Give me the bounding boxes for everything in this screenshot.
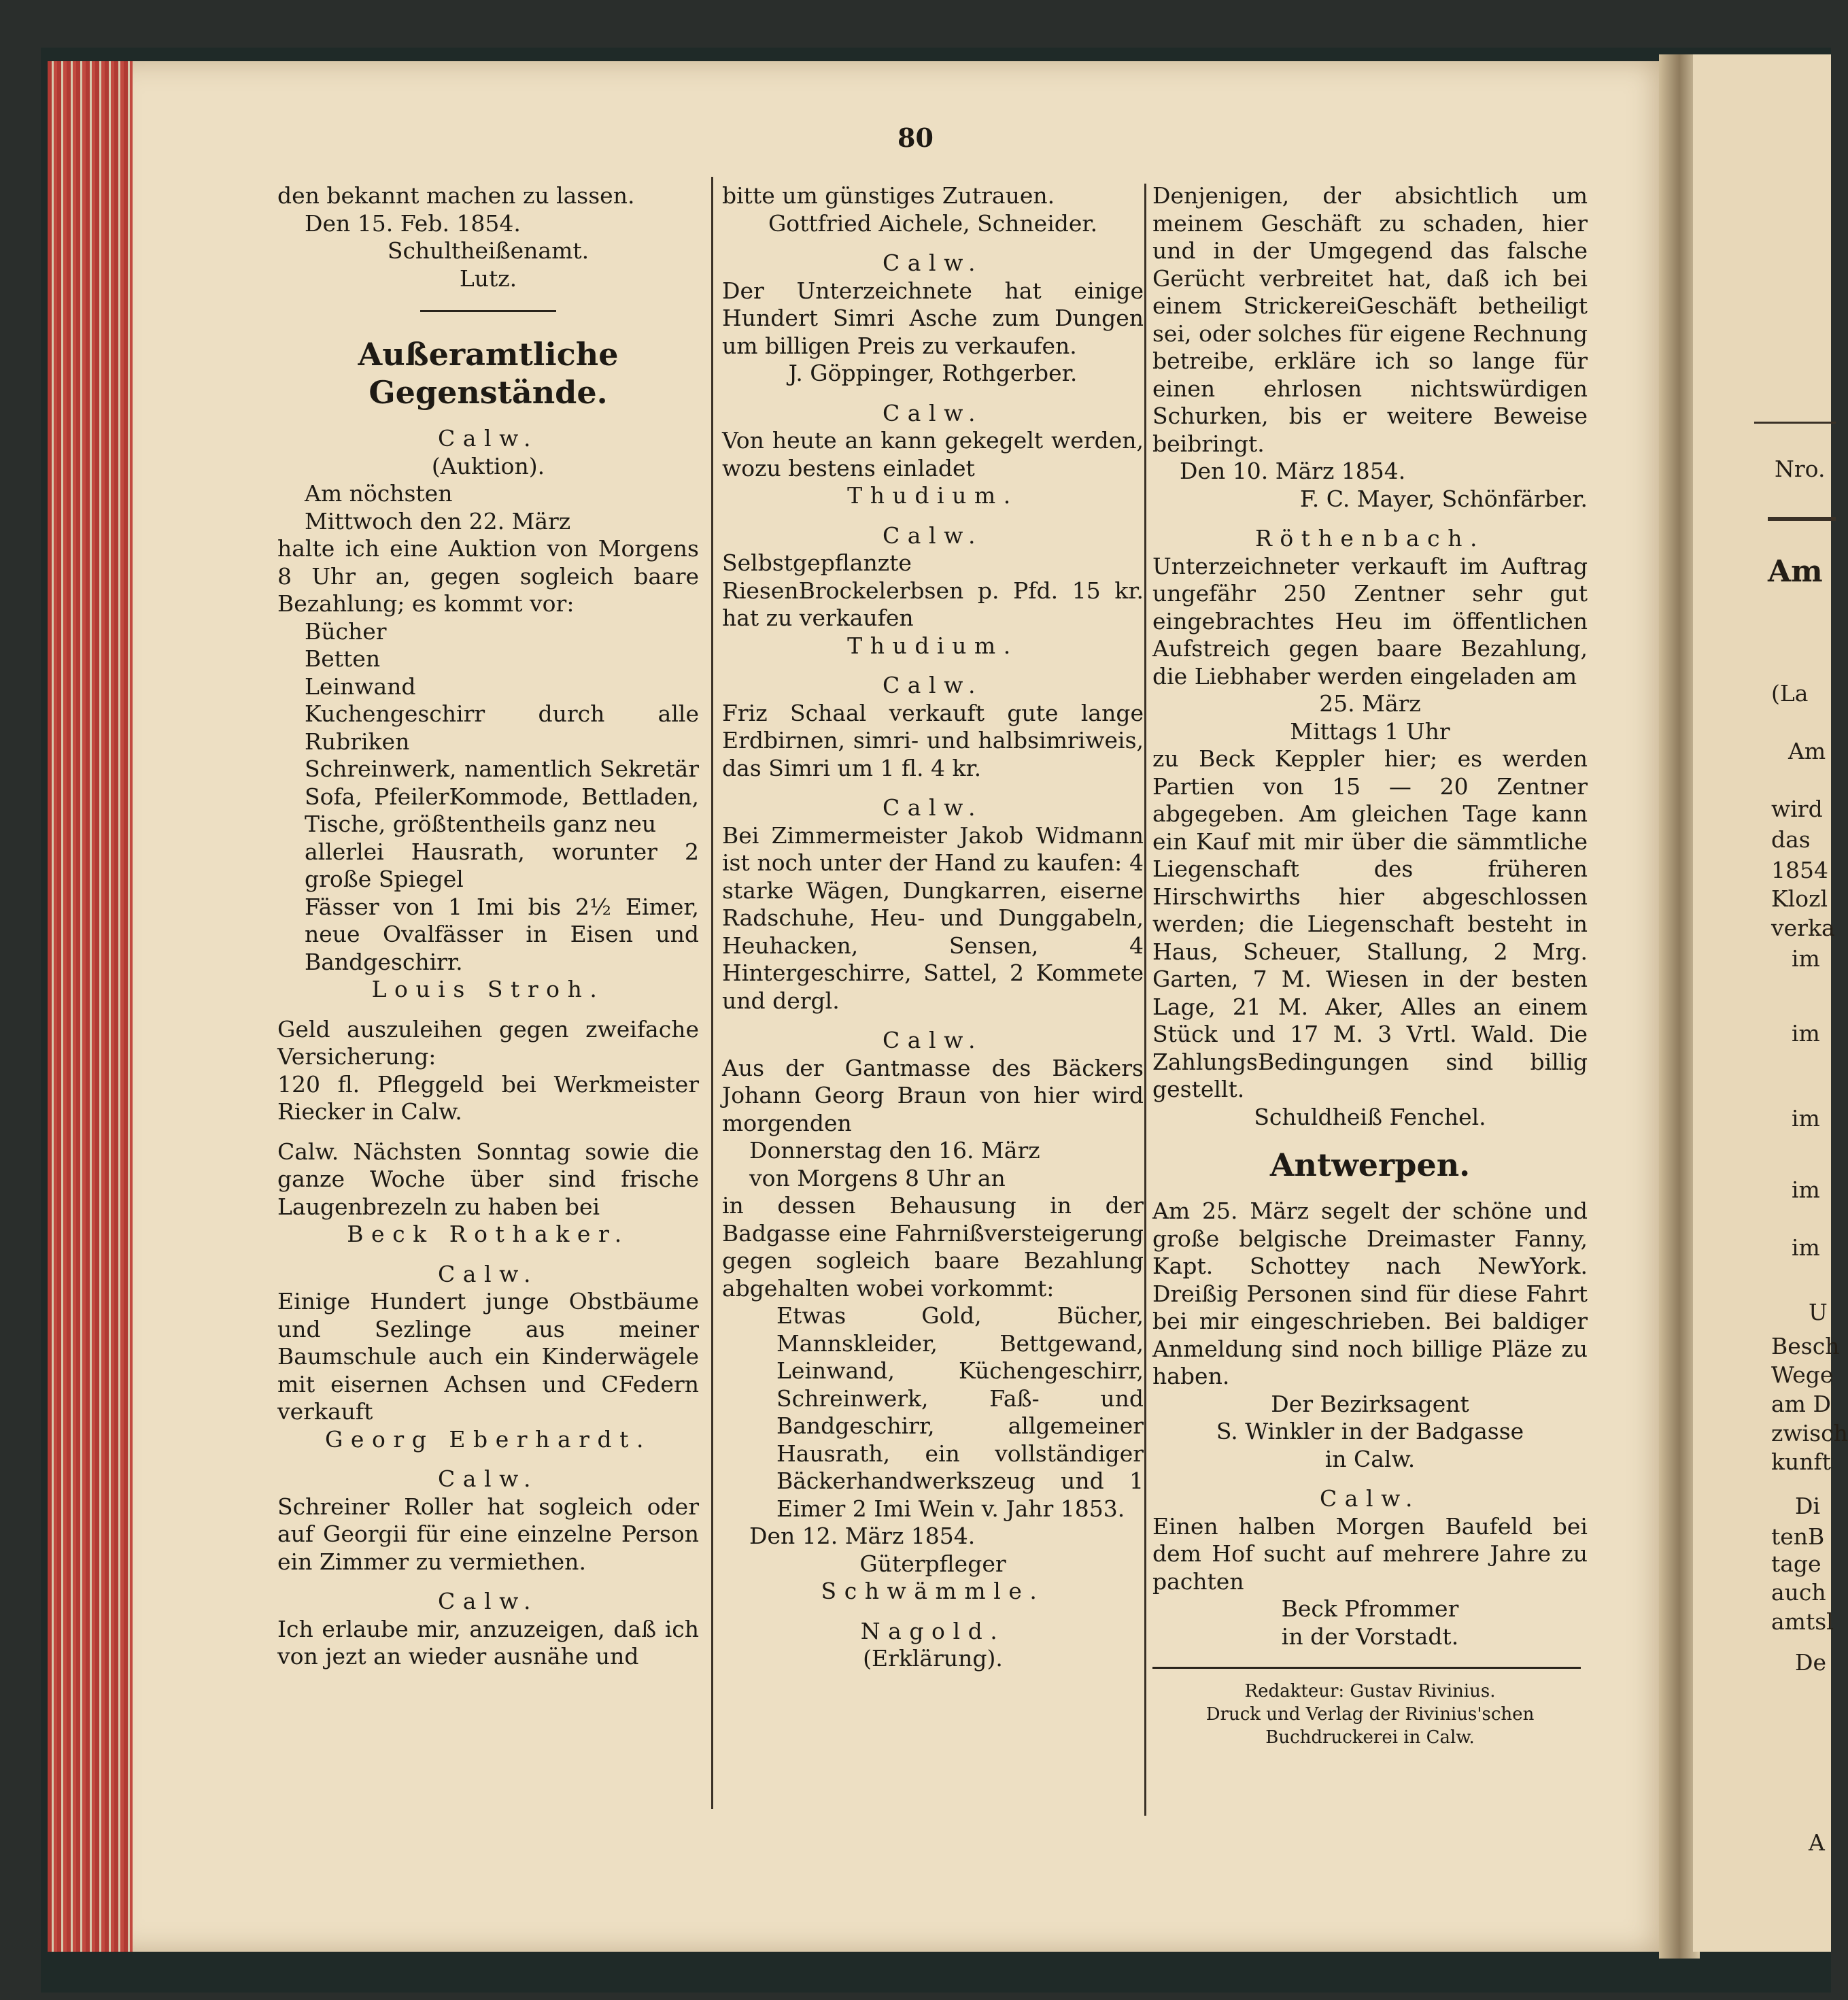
place-heading: Calw. [882,250,984,276]
signature: J. Göppinger, Rothgerber. [788,360,1078,386]
paragraph: Unterzeichneter verkauft im Auftrag ungefähr 250 Zentner sehr gut eingebrachtes Heu im öffentlichen Aufstreich gegen baare Bezahlung, die Liebhaber werden eingeladen am [1152,552,1588,690]
text-fragment: Am [1768,554,1823,589]
column-2 [722,182,1144,1673]
signature: Beck Rothaker. [347,1221,630,1247]
text-fragment: verka [1771,915,1835,941]
signature: F. C. Mayer, Schönfärber. [1300,485,1588,512]
date-line: Den 12. März 1854. [749,1523,976,1549]
paragraph: Schreiner Roller hat sogleich oder auf Georgii für eine einzelne Person ein Zimmer zu vermiethen. [277,1493,699,1575]
address-line: in der Vorstadt. [1281,1623,1459,1650]
signature: Lutz. [459,265,517,292]
place-heading: Röthenbach. [1254,525,1486,552]
place-heading: Nagold. [860,1617,1006,1644]
date-line: Donnerstag den 16. März [749,1137,1040,1164]
time-line: von Morgens 8 Uhr an [749,1164,1006,1191]
place-heading: Calw. [1319,1485,1421,1512]
paragraph: halte ich eine Auktion von Morgens 8 Uhr an, gegen sogleich baare Bezahlung; es kommt vor: [277,535,699,617]
text-fragment: Wege [1771,1361,1834,1388]
signature: Schuldheiß Fenchel. [1254,1103,1486,1130]
date-line: Den 10. März 1854. [1180,458,1406,484]
column-3 [1152,182,1588,1749]
place-heading: Calw. [882,399,984,426]
place-heading: Calw. [882,522,984,549]
paragraph: Der Unterzeichnete hat einige Hundert Simri Asche zum Dungen um billigen Preis zu verkaufen. [722,277,1144,359]
imprint-rule [1152,1667,1581,1669]
item-list: Etwas Gold, Bücher, Mannskleider, Bettgewand, Leinwand, Küchengeschirr, Schreinwerk, Faß- und Bandgeschirr, allgemeiner Hausrath, ein vollständiger Bäckerhandwerkszeug und 1 Eimer 2 Imi Wein v. Jahr 1853. [776,1302,1144,1522]
text-fragment: kunft [1771,1448,1831,1475]
imprint-printer: Druck und Verlag der Rivinius'schen Buchdruckerei in Calw. [1205,1704,1535,1748]
place-heading: Calw. [437,1588,539,1614]
paragraph: Einige Hundert junge Obstbäume und Sezlinge aus meiner Baumschule auch ein Kinderwägele mit eisernen Achsen und CFedern verkauft [277,1288,699,1425]
paragraph: 120 fl. Pfleggeld bei Werkmeister Riecker in Calw. [277,1070,699,1125]
text-fragment: Nro. [1775,456,1826,482]
text-fragment: am D [1771,1391,1831,1417]
list-item: Fässer von 1 Imi bis 2½ Eimer, neue Ovalfässer in Eisen und Bandgeschirr. [305,893,699,975]
place-heading: Calw. [882,794,984,821]
signature: Louis Stroh. [371,976,605,1002]
list-item: allerlei Hausrath, worunter 2 große Spiegel [305,838,699,892]
role-line: Güterpfleger [859,1550,1006,1577]
paragraph: Calw. Nächsten Sonntag sowie die ganze Woche über sind frische Laugenbrezeln zu haben bei [277,1138,699,1220]
paragraph: Einen halben Morgen Baufeld bei dem Hof sucht auf mehrere Jahre zu pachten [1152,1512,1588,1595]
signature: Schwämmle. [821,1578,1045,1604]
text-fragment: A [1809,1829,1825,1856]
text-fragment: Klozl [1771,885,1828,912]
address-line: in Calw. [1324,1445,1416,1472]
text-fragment: tage [1771,1550,1821,1577]
subheading: (Auktion). [431,452,545,479]
text-fragment: im [1792,1105,1820,1132]
text-fragment: tenB [1771,1523,1825,1550]
place-heading: Calw. [437,1260,539,1287]
text-fragment: wird [1771,796,1823,822]
text-fragment: das [1771,826,1811,853]
role-line: Der Bezirksagent [1271,1390,1469,1417]
text-fragment: auch [1771,1579,1826,1606]
paragraph: in dessen Behausung in der Badgasse eine Fahrnißversteigerung gegen sogleich baare Bezahlung abgehalten wobei vorkommt: [722,1192,1144,1302]
text-fragment: Am [1788,738,1826,764]
paragraph: Bei Zimmermeister Jakob Widmann ist noch unter der Hand zu kaufen: 4 starke Wägen, Dungkarren, eiserne Radschuhe, Heu- und Dunggabeln, Heuhacken, Sensen, 4 Hintergeschirre, Sattel, 2 Kommete und dergl. [722,821,1144,1014]
paragraph: Friz Schaal verkauft gute lange Erdbirnen, simri- und halbsimriweis, das Simri um 1 fl. 4 kr. [722,699,1144,781]
separator-rule [420,310,556,312]
place-heading: Calw. [437,425,539,452]
paragraph: Selbstgepflanzte RiesenBrockelerbsen p. Pfd. 15 kr. hat zu verkaufen [722,549,1144,631]
text-fragment: amtsl [1771,1608,1834,1635]
right-page-fragment [1693,54,1848,1952]
signature: Gottfried Aichele, Schneider. [768,209,1098,237]
paragraph: Aus der Gantmasse des Bäckers Johann Georg Braun von hier wird morgenden [722,1054,1144,1136]
list-item: Leinwand [305,673,416,700]
red-page-edges [48,61,143,1952]
text-fragment: Besch [1771,1333,1840,1359]
date-line: Den 15. Feb. 1854. [305,209,521,237]
page-number: 80 [897,122,934,153]
text-fragment: De [1795,1649,1826,1676]
text-fragment: U [1809,1299,1828,1325]
column-rule-2 [1144,184,1146,1816]
place-heading: Calw. [882,672,984,698]
office-name: Schultheißenamt. [387,237,589,264]
list-item: Kuchengeschirr durch alle Rubriken [305,700,699,755]
text-fragment: im [1792,1176,1820,1203]
signature: Thudium. [847,632,1019,659]
signature: S. Winkler in der Badgasse [1216,1418,1524,1444]
list-item: Bücher [305,617,387,645]
text-line: bitte um günstiges Zutrauen. [722,182,1055,209]
paragraph: Ich erlaube mir, anzuzeigen, daß ich von jezt an wieder ausnähe und [277,1615,699,1670]
paragraph: Denjenigen, der absichtlich um meinem Geschäft zu schaden, hier und in der Umgegend das falsche Gerücht verbreitet hat, daß ich bei einem StrickereiGeschäft betheiligt sei, oder solches für eigene Rechnung betreibe, erkläre ich so lange für einen ehrlosen nichtswürdigen Schurken, bis er weitere Beweise beibringt. [1152,182,1588,457]
subheading: (Erklärung). [863,1645,1003,1672]
text-fragment: im [1792,1020,1820,1047]
paragraph: Von heute an kann gekegelt werden, wozu bestens einladet [722,427,1144,481]
signature: Beck Pfrommer [1281,1595,1459,1622]
text-fragment: Di [1795,1493,1821,1519]
date-line: 25. März [1319,690,1421,717]
list-item: Schreinwerk, namentlich Sekretär Sofa, PfeilerKommode, Bettladen, Tische, größtentheils ganz neu [305,756,699,837]
imprint-editor: Redakteur: Gustav Rivinius. [1244,1681,1496,1701]
section-title: Antwerpen. [1269,1147,1471,1183]
paragraph: Geld auszuleihen gegen zweifache Versicherung: [277,1015,699,1070]
place-heading: Calw. [882,1027,984,1053]
place-heading: Calw. [437,1465,539,1492]
header-rule [1768,517,1836,521]
text-line: Mittwoch den 22. März [305,507,571,535]
column-1 [277,182,699,1671]
header-rule [1754,422,1836,424]
list-item: Betten [305,645,381,672]
signature: Thudium. [847,482,1019,509]
signature: Georg Eberhardt. [324,1425,652,1453]
text-line: Am nöchsten [305,480,453,507]
section-title: Außeramtliche Gegenstände. [358,336,619,411]
paragraph: Am 25. März segelt der schöne und große belgische Dreimaster Fanny, Kapt. Schottey nach NewYork. Dreißig Personen sind für diese Fahrt bei mir eingeschrieben. Bei baldiger Anmeldung sind noch billige Pläze zu haben. [1152,1198,1588,1389]
text-fragment: 1854 [1771,857,1828,883]
text-fragment: zwisch [1771,1420,1848,1446]
time-line: Mittags 1 Uhr [1290,717,1450,745]
text-fragment: (La [1771,680,1809,707]
text-fragment: im [1792,1234,1820,1261]
paragraph: zu Beck Keppler hier; es werden Partien von 15 — 20 Zentner abgegeben. Am gleichen Tage kann ein Kauf mit mir über die sämmtliche Liegenschaft des früheren Hirschwirths hier abgeschlossen werden; die Liegenschaft besteht in Haus, Scheuer, Stallung, 2 Mrg. Garten, 7 M. Wiesen in der besten Lage, 21 M. Aker, Alles an einem Stück und 17 M. 3 Vrtl. Wald. Die ZahlungsBedingungen sind billig gestellt. [1152,745,1588,1102]
text-line: den bekannt machen zu lassen. [277,182,635,209]
column-rule-1 [711,177,713,1809]
text-fragment: im [1792,945,1820,972]
